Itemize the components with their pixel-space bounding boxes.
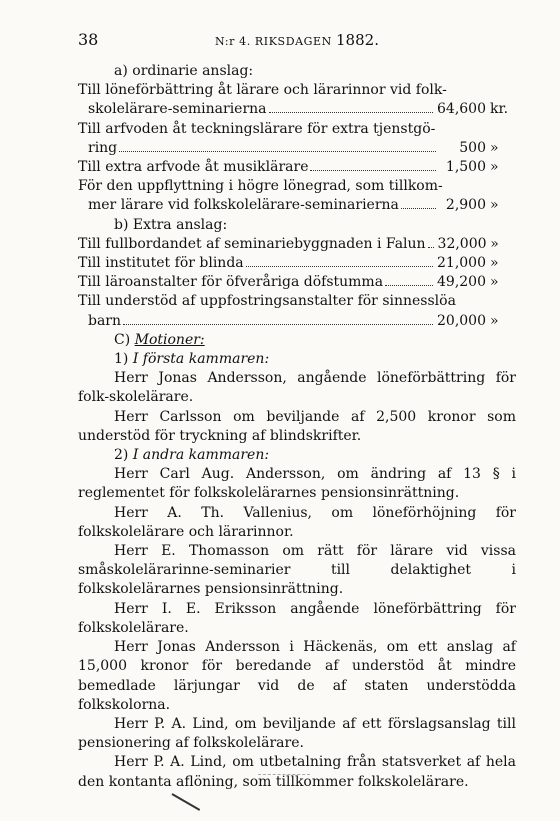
section-b-heading: b) Extra anslag:: [114, 216, 228, 233]
footer-mark: [258, 774, 310, 775]
item-amount: 1,500: [445, 159, 486, 176]
item-label: Till fullbordandet af seminariebyggnaden i Falun: [78, 235, 426, 252]
item-label: Till extra arfvode åt musiklärare: [78, 159, 309, 176]
motion-paragraph: Herr P. A. Lind, om beviljande af ett förslagsanslag till pensionering af folkskolelärare.: [78, 715, 516, 752]
subsection-1-prefix: 1): [114, 351, 129, 368]
dot-leader: [310, 170, 436, 171]
page-number: 38: [78, 30, 99, 49]
appropriation-item: [78, 292, 516, 330]
item-amount-line: [78, 100, 516, 119]
subsection-2-prefix: 2): [114, 447, 129, 464]
motion-paragraph: Herr Carlsson om beviljande af 2,500 kronor som understöd för tryckning af blindskrifter.: [78, 408, 516, 444]
subsection-2-title: I andra kammaren:: [132, 447, 270, 464]
item-unit: »: [490, 274, 499, 291]
item-unit: kr.: [490, 101, 509, 118]
item-label: Till läroanstalter för öfveråriga döfstumma: [78, 274, 384, 291]
item-amount: 500: [459, 139, 486, 156]
section-a-heading: a) ordinarie anslag:: [114, 63, 254, 79]
item-text-line: För den uppflyttning i högre lönegrad, som tillkom-: [78, 178, 443, 195]
subsection-1-title: I första kammaren:: [132, 351, 270, 368]
running-title-text: N:r 4. RIKSDAGEN: [215, 35, 332, 48]
motion-paragraph: Herr Jonas Andersson, angående löneförbättring för folk-skolelärare.: [78, 370, 516, 406]
item-amount: 20,000: [437, 312, 486, 329]
item-unit: »: [490, 197, 499, 214]
dot-leader: [246, 266, 433, 267]
motion-paragraph: Herr E. Thomasson om rätt för lärare vid vissa småskolelärarinne-seminarier till delaktighet i folkskolelärarnes pensionsinrättning.: [78, 543, 516, 598]
dot-leader: [123, 324, 433, 325]
item-label: skolelärare-seminarierna: [88, 101, 267, 118]
appropriation-item: [78, 81, 516, 119]
pen-stroke-mark: [172, 793, 201, 811]
motion-paragraph: Herr I. E. Eriksson angående löneförbättring för folkskolelärare.: [78, 600, 516, 636]
subsection-1-heading: [78, 350, 516, 369]
item-amount-line: [78, 312, 516, 331]
running-title-year: 1882.: [336, 31, 379, 49]
dot-leader: [119, 151, 436, 152]
item-amount: 32,000: [437, 235, 487, 252]
item-label: mer lärare vid folkskolelärare-seminarierna: [88, 197, 399, 214]
item-unit: »: [490, 312, 499, 329]
item-amount: 2,900: [445, 197, 486, 214]
appropriation-item: [78, 254, 516, 273]
dot-leader: [269, 112, 433, 113]
item-amount: 49,200: [437, 274, 486, 291]
item-unit: »: [490, 139, 499, 156]
dot-leader: [428, 247, 434, 248]
item-amount-line: [78, 139, 516, 158]
appropriation-item: [78, 177, 516, 215]
subsection-2-heading: [78, 446, 516, 465]
item-label: ring: [88, 139, 118, 156]
motion-paragraph: Herr Jonas Andersson i Häckenäs, om ett anslag af 15,000 kronor för beredande af understöd åt mindre bemedlade lärjungar vid de af staten understödda folkskolorna.: [78, 639, 516, 713]
motion-paragraph: Herr Carl Aug. Andersson, om ändring af 13 § i reglementet för folkskolelärarnes pensionsinrättning.: [78, 466, 516, 502]
item-label: Till institutet för blinda: [78, 255, 244, 272]
page-header: [78, 30, 516, 52]
item-unit: »: [490, 235, 499, 252]
item-text-line: Till löneförbättring åt lärare och lärarinnor vid folk-: [78, 82, 447, 99]
appropriation-item: [78, 158, 516, 177]
running-title: [78, 31, 516, 51]
motion-paragraph: Herr A. Th. Vallenius, om löneförhöjning för folkskolelärare och lärarinnor.: [78, 504, 516, 540]
item-amount: 64,600: [437, 101, 486, 118]
section-c-heading: [78, 331, 516, 350]
dot-leader: [401, 208, 436, 209]
motion-paragraph: Herr P. A. Lind, om utbetalning från statsverket af hela den kontanta aflöning, som tillkommer folkskolelärare.: [78, 754, 516, 790]
section-c-title: Motioner:: [134, 331, 205, 348]
item-amount-line: [78, 196, 516, 215]
appropriation-item: [78, 120, 516, 158]
item-label: barn: [88, 312, 122, 329]
item-unit: »: [490, 255, 499, 272]
section-c-prefix: C): [114, 331, 131, 348]
appropriation-item: [78, 273, 516, 292]
item-amount: 21,000: [437, 255, 486, 272]
item-text-line: Till arfvoden åt teckningslärare för extra tjenstgö-: [78, 120, 436, 137]
item-text-line: Till understöd af uppfostringsanstalter för sinnesslöa: [78, 293, 456, 310]
item-unit: »: [490, 159, 499, 176]
appropriation-item: [78, 235, 516, 254]
document-page: [78, 30, 516, 792]
dot-leader: [385, 285, 433, 286]
